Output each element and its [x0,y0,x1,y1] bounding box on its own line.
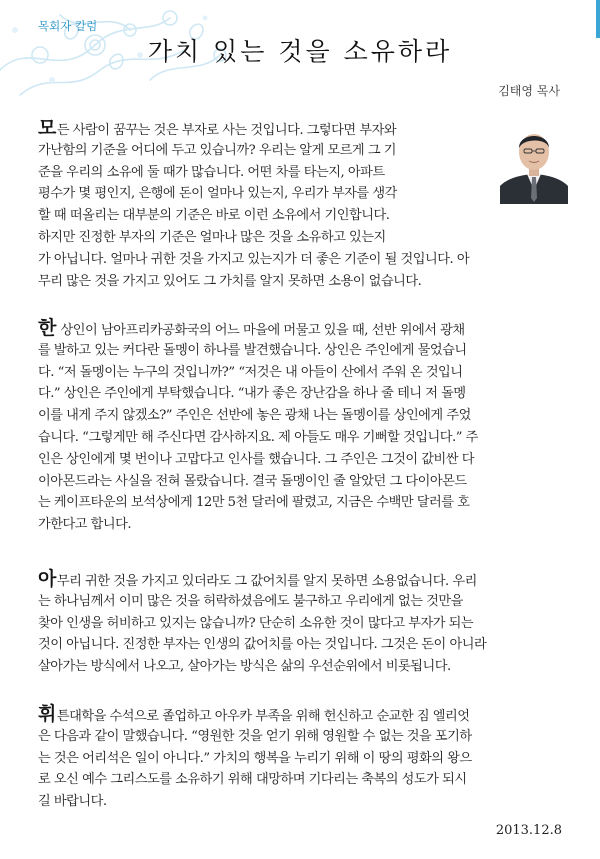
drop-cap: 아 [38,568,56,590]
text-line: 가난함의 기준을 어디에 두고 있습니까? 우리는 알게 모르게 그 기 [38,142,397,158]
text-line: 길 바랍니다. [38,794,107,810]
text-line: 인은 상인에게 몇 번이나 고맙다고 인사를 했습니다. 그 주인은 그것이 값비싼 다 [38,451,474,467]
text-line: 할 때 떠올리는 대부분의 기준은 바로 이런 소유에서 기인합니다. [38,208,390,224]
publish-date: 2013.12.8 [495,823,562,838]
text-line: 를 발하고 있는 커다란 돌멩이 하나를 발견했습니다. 상인은 주인에게 물었습니 [38,342,467,358]
text-line: 준을 우리의 소유에 둘 때가 많습니다. 어떤 차를 타는지, 아파트 [38,164,385,180]
text-line: 다. “저 돌멩이는 누구의 것입니까?” “저것은 내 아들이 산에서 주워 온 것입니 [38,364,463,380]
page-title: 가치 있는 것을 소유하라 [147,37,453,66]
text-line: 가 아닙니다. 얼마나 귀한 것을 가지고 있는지가 더 좋은 기준이 될 것입니다. 아 [38,251,470,267]
paragraph-1 [38,118,568,292]
text-line: 든 사람이 꿈꾸는 것은 부자로 사는 것입니다. 그렇다면 부자와 [56,123,397,138]
text-line: 상인이 남아프리카공화국의 어느 마을에 머물고 있을 때, 선반 위에서 광채 [56,323,465,338]
text-line: 무리 많은 것을 가지고 있어도 그 가치를 알지 못하면 소용이 없습니다. [38,273,422,289]
drop-cap: 한 [38,317,56,339]
text-line: 이를 내게 주지 않겠소?” 주인은 선반에 놓은 광채 나는 돌멩이를 상인에게 주었 [38,408,471,424]
text-line: 는 케이프타운의 보석상에게 12만 5천 달러에 팔렸고, 지금은 수백만 달러를 호 [38,495,470,511]
text-line: 은 다음과 같이 말했습니다. “영원한 것을 얻기 위해 영원할 수 없는 것을 포기하 [38,728,472,744]
text-line: 평수가 몇 평인지, 은행에 돈이 얼마나 있는지, 우리가 부자를 생각 [38,186,397,202]
text-line: 찾아 인생을 허비하고 있지는 않습니까? 단순히 소유한 것이 많다고 부자가 되는 [38,615,474,631]
text-line: 는 것은 어리석은 일이 아니다.” 가치의 행복을 누리기 위해 이 땅의 평화의 왕으 [38,750,472,766]
drop-cap: 휘 [38,703,56,725]
text-line: 튼대학을 수석으로 졸업하고 아우카 부족을 위해 헌신하고 순교한 짐 엘리엇 [56,709,470,724]
paragraph-4 [38,704,568,813]
author-name: 김태영 목사 [498,84,560,98]
paragraph-2 [38,318,568,536]
text-line: 무리 귀한 것을 가지고 있더라도 그 값어치를 알지 못하면 소용없습니다. 우리 [56,574,477,589]
text-line: 하지만 진정한 부자의 기준은 얼마나 많은 것을 소유하고 있는지 [38,229,386,245]
text-line: 것이 아닙니다. 진정한 부자는 인생의 값어치를 아는 것입니다. 그것은 돈이 아니라 [38,637,487,653]
drop-cap: 모 [38,117,56,139]
paragraph-3 [38,569,568,678]
text-line: 는 하나님께서 이미 많은 것을 허락하셨음에도 불구하고 우리에게 없는 것만을 [38,593,463,609]
text-line: 살아가는 방식에서 나오고, 살아가는 방식은 삶의 우선순위에서 비롯됩니다. [38,659,451,675]
text-line: 로 오신 예수 그리스도를 소유하기 위해 대망하며 기다리는 축복의 성도가 되시 [38,772,467,788]
column-category: 목회자 칼럼 [38,19,98,33]
text-line: 다.” 상인은 주인에게 부탁했습니다. “내가 좋은 장난감을 하나 줄 테니 저 돌멩 [38,386,466,402]
text-line: 가한다고 합니다. [38,517,132,533]
text-line: 이아몬드라는 사실을 전혀 몰랐습니다. 결국 돌멩이인 줄 알았던 그 다이아몬드 [38,473,467,489]
text-line: 습니다. “그렇게만 해 주신다면 감사하지요. 제 아들도 매우 기뻐할 것입니다.” 주 [38,429,478,445]
